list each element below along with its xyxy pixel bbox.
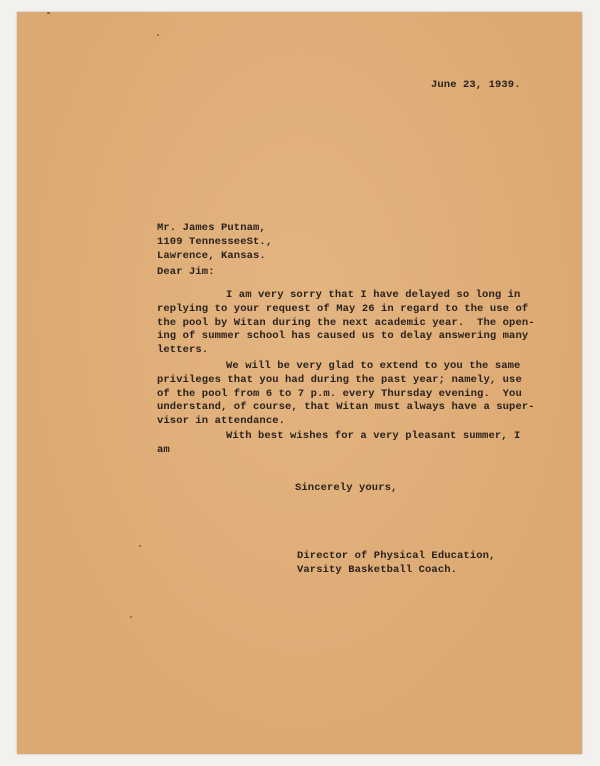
body-line: understand, of course, that Witan must always have a super-: [157, 401, 535, 414]
body-paragraph-3: [157, 430, 521, 458]
salutation: Dear Jim:: [157, 266, 215, 278]
body-line: am: [157, 443, 170, 456]
body-line: letters.: [157, 344, 209, 357]
body-line: With best wishes for a very pleasant summer, I: [226, 430, 521, 442]
body-paragraph-2: [157, 360, 535, 429]
closing: Sincerely yours,: [295, 482, 398, 494]
body-line: I am very sorry that I have delayed so long in: [226, 289, 521, 301]
body-line: We will be very glad to extend to you the same: [226, 360, 521, 372]
recipient-street: 1109 TennesseeSt.,: [157, 235, 273, 248]
ink-speck: [139, 545, 141, 547]
body-line: the pool by Witan during the next academic year. The open-: [157, 316, 535, 329]
signature-title-line-2: Varsity Basketball Coach.: [297, 563, 458, 576]
recipient-address: [157, 222, 272, 263]
letter-page: [17, 12, 582, 754]
body-paragraph-1: [157, 289, 535, 358]
body-line: visor in attendance.: [157, 415, 286, 428]
letter-date: June 23, 1939.: [431, 79, 521, 91]
recipient-city: Lawrence, Kansas.: [157, 249, 266, 262]
recipient-name: Mr. James Putnam,: [157, 222, 266, 234]
body-line: replying to your request of May 26 in regard to the use of: [157, 302, 529, 315]
body-line: of the pool from 6 to 7 p.m. every Thursday evening. You: [157, 387, 522, 400]
ink-speck: [130, 616, 132, 618]
signature-block: [297, 550, 495, 578]
ink-speck: [47, 12, 50, 14]
ink-speck: [157, 34, 159, 36]
body-line: privileges that you had during the past year; namely, use: [157, 373, 522, 386]
signature-title-line-1: Director of Physical Education,: [297, 550, 496, 562]
body-line: ing of summer school has caused us to delay answering many: [157, 330, 529, 343]
